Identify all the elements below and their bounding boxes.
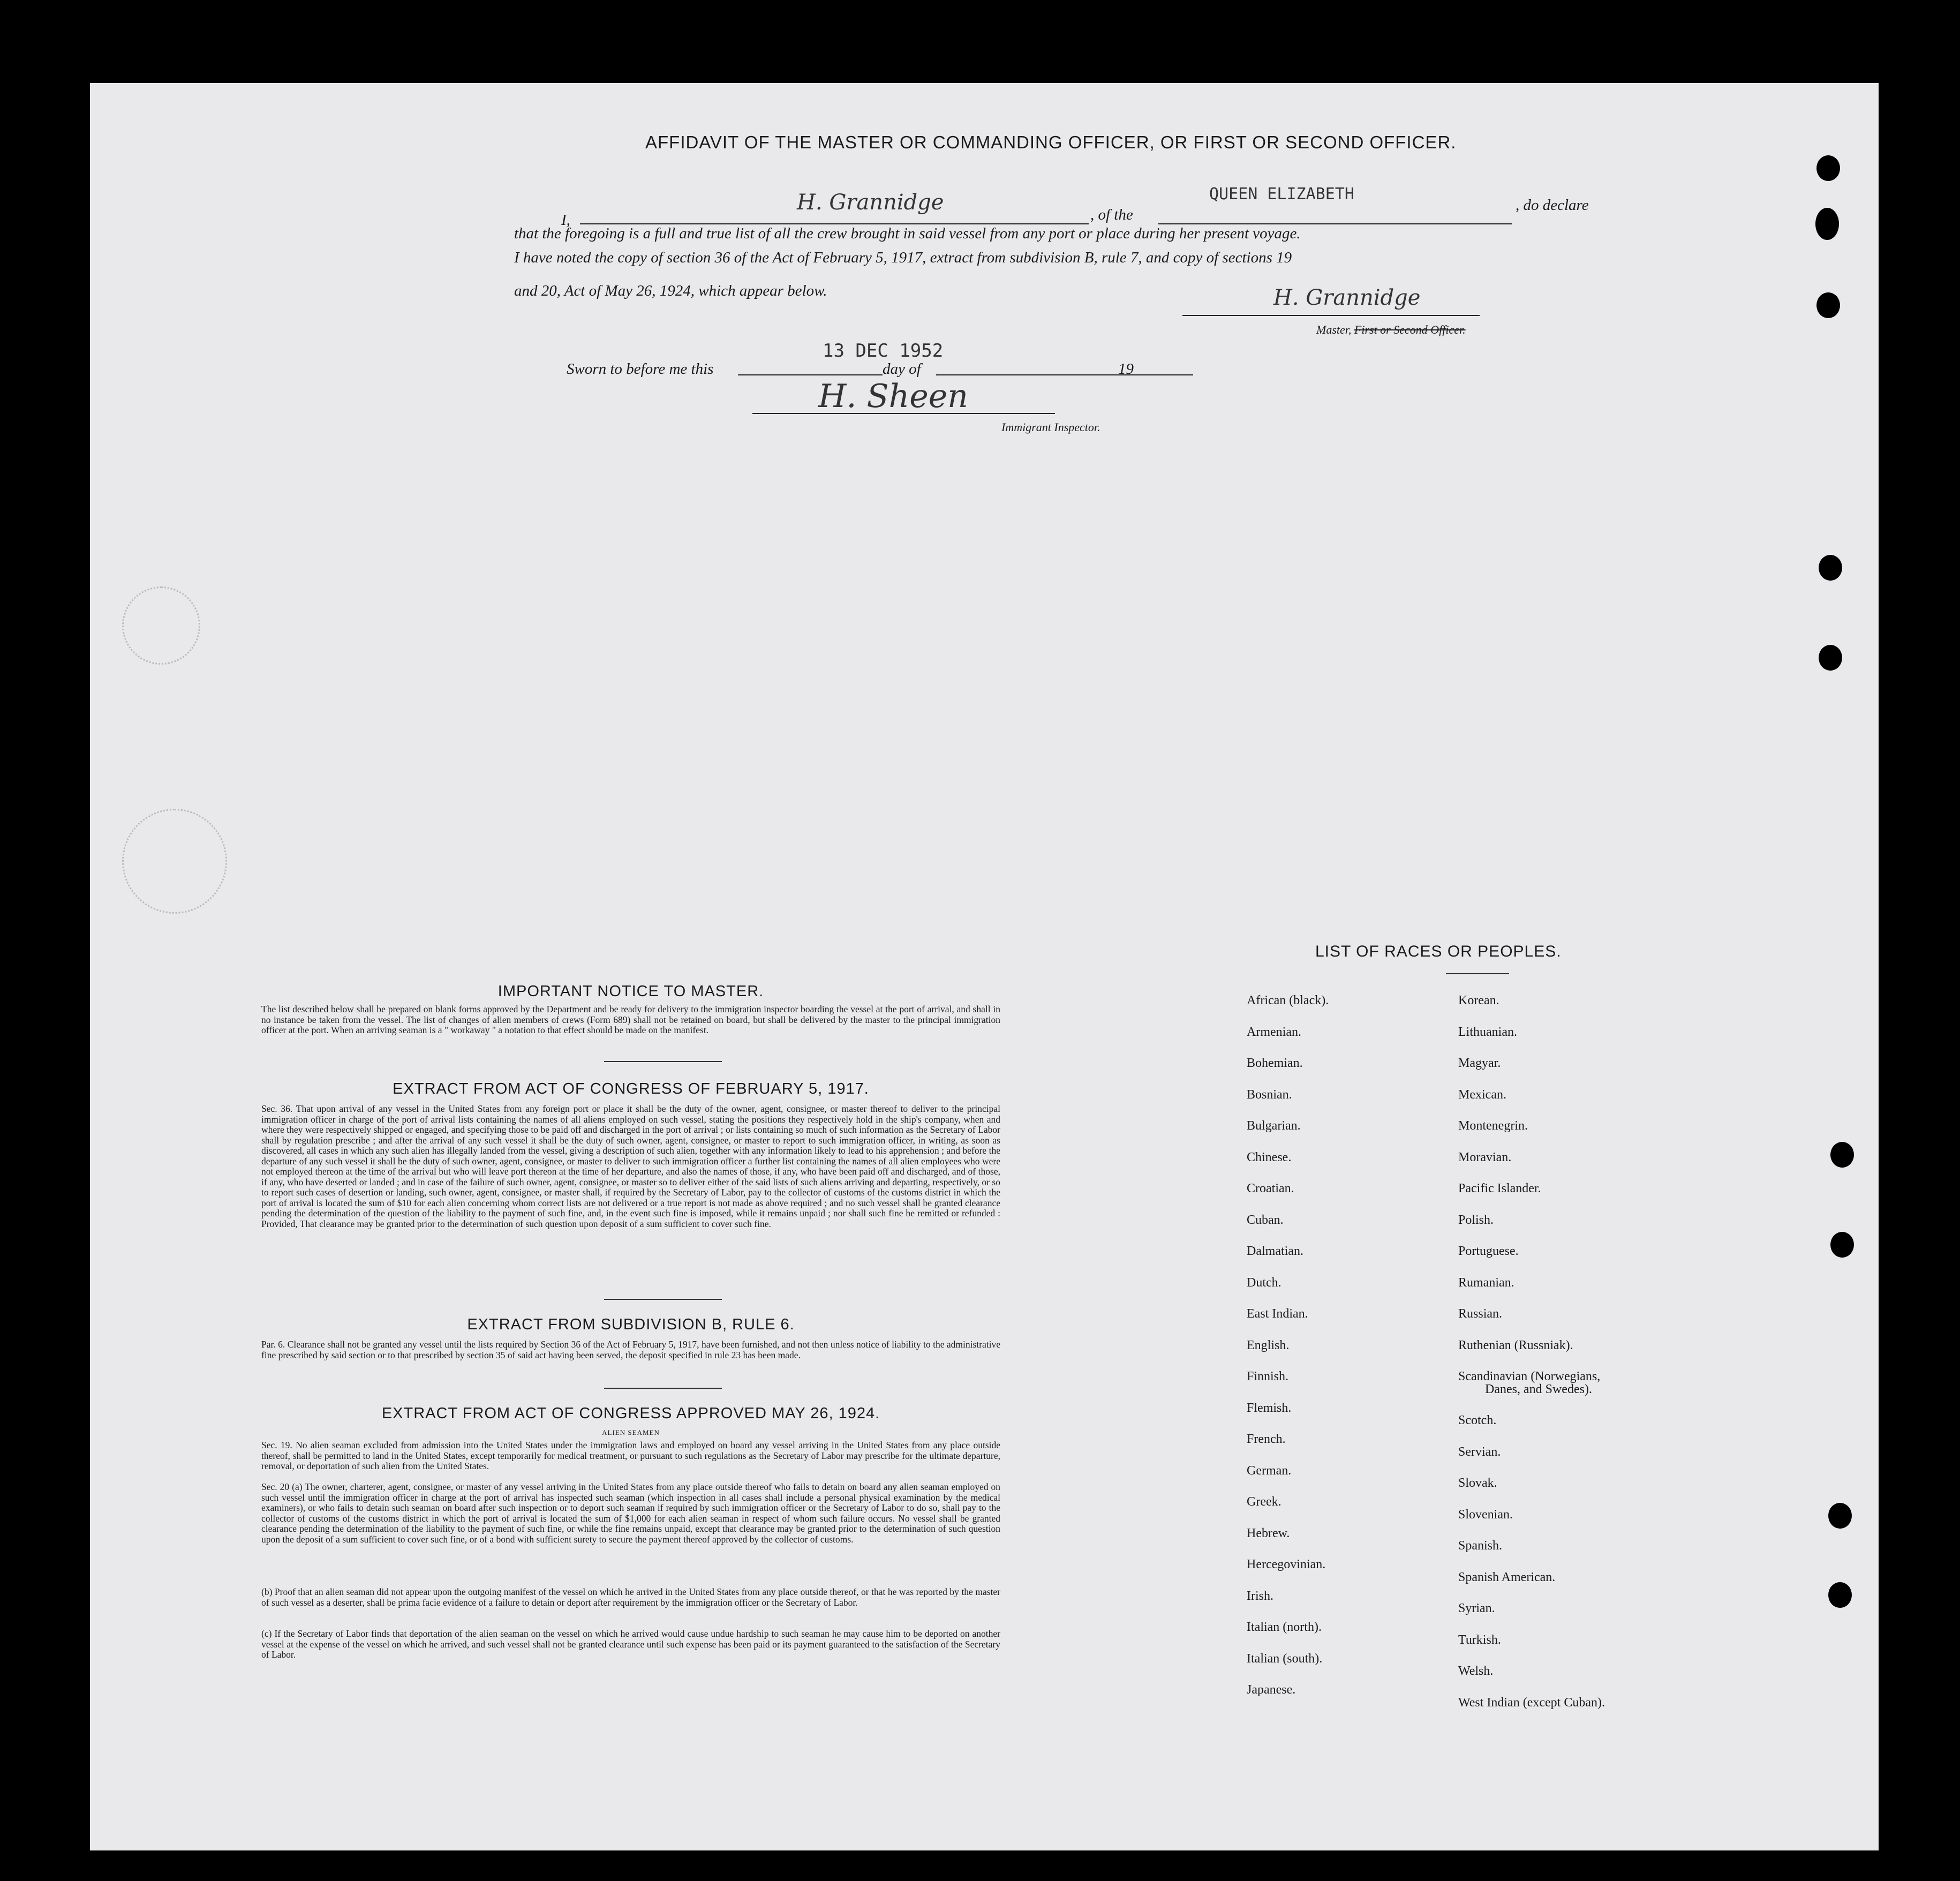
binder-hole <box>1816 155 1840 181</box>
race-item: Dutch. <box>1247 1275 1281 1290</box>
race-item: Ruthenian (Russniak). <box>1458 1338 1573 1352</box>
master-signature-line <box>1182 315 1480 316</box>
binder-hole <box>1828 1582 1852 1608</box>
binder-hole <box>1830 1232 1854 1258</box>
race-item: Slovenian. <box>1458 1507 1513 1522</box>
master-label: Master, <box>1316 323 1352 336</box>
binder-hole <box>1815 208 1839 240</box>
race-item: Italian (south). <box>1247 1651 1323 1666</box>
race-item: Pacific Islander. <box>1458 1182 1541 1195</box>
of-the-label: , of the <box>1090 206 1133 223</box>
race-item: Greek. <box>1247 1495 1281 1509</box>
races-title-underline <box>1446 973 1509 974</box>
vessel-name-stamp: QUEEN ELIZABETH <box>1209 185 1354 204</box>
race-item: Flemish. <box>1247 1401 1292 1415</box>
race-item: Cuban. <box>1247 1213 1284 1227</box>
extract-1924-sec20c: (c) If the Secretary of Labor finds that deportation of the alien seaman on the vessel on which he arrived would cause undue hardship to such seaman he may cause him to be deported on another vessel at the expense of the vessel on which he arrived, and such vessel shall not be granted clearance until such expense has been paid or its payment guaranteed to the satisfaction of the Secretary of Labor. <box>261 1628 1000 1660</box>
inspector-signature-line <box>752 413 1055 414</box>
binder-hole <box>1816 292 1840 318</box>
race-item: Croatian. <box>1247 1182 1294 1195</box>
sworn-day-line <box>738 374 883 375</box>
master-signature: H. Grannidge <box>1273 285 1421 310</box>
race-item: Korean. <box>1458 994 1499 1007</box>
race-item: Hercegovinian. <box>1247 1558 1326 1571</box>
sworn-label: Sworn to before me this <box>567 360 714 378</box>
race-item: Spanish American. <box>1458 1570 1556 1584</box>
race-item: Japanese. <box>1247 1683 1296 1697</box>
race-item: Hebrew. <box>1247 1526 1290 1540</box>
race-item: Bohemian. <box>1247 1056 1303 1070</box>
race-item: Turkish. <box>1458 1632 1501 1647</box>
extract-1924-sec20b: (b) Proof that an alien seaman did not appear upon the outgoing manifest of the vessel on which he arrived in the United States from any place outside thereof, or that he was reported by the master of such vessel as a deserter, shall be prima facie evidence of a failure to detain or deport after requirement by the immigration officer or the Secretary of Labor. <box>261 1586 1000 1608</box>
race-item: French. <box>1247 1432 1286 1446</box>
subdivision-b-text: Par. 6. Clearance shall not be granted any vessel until the lists required by Section 36 of the Act of February 5, 1917, have been furnished, and not then unless notice of liability to the administrative fine prescribed by said section or to that prescribed by section 35 of said act having been served, the deposit specified in rule 23 has been made. <box>261 1339 1000 1360</box>
inspector-label: Immigrant Inspector. <box>1001 420 1100 434</box>
binder-hole <box>1828 1503 1852 1529</box>
race-item: English. <box>1247 1338 1290 1352</box>
first-second-officer-struck: First or Second Officer. <box>1354 323 1466 336</box>
day-of-label: day of <box>883 360 921 378</box>
race-item: Spanish. <box>1458 1539 1503 1553</box>
race-item: Russian. <box>1458 1307 1503 1321</box>
extract-1917-title: EXTRACT FROM ACT OF CONGRESS OF FEBRUARY 5, 1917. <box>393 1080 869 1097</box>
affidavit-body-line3: and 20, Act of May 26, 1924, which appear below. <box>514 282 827 299</box>
notice-title: IMPORTANT NOTICE TO MASTER. <box>497 983 764 1000</box>
race-item: Scandinavian (Norwegians, <box>1458 1370 1601 1383</box>
race-item: Scotch. <box>1458 1413 1497 1427</box>
race-item: African (black). <box>1247 994 1329 1007</box>
divider-3 <box>604 1388 722 1389</box>
race-item: Irish. <box>1247 1589 1273 1603</box>
extract-1917-text: Sec. 36. That upon arrival of any vessel in the United States from any foreign port or place it shall be the duty of the owner, agent, consignee, or master thereof to deliver to the principal immigration officer in charge of the port of arrival lists containing the names of all aliens employed on such vessel, stating the positions they respectively hold in the ship's company, when and where they were respectively shipped or engaged, and specifying those to be paid off and discharged in the port of arrival ; or lists containing so much of such information as the Secretary of Labor shall by regulation prescribe ; and after the arrival of any such vessel it shall be the duty of such owner, agent, consignee, or master to report to such immigration officer, in writing, as soon as discovered, all cases in which any such alien has illegally landed from the vessel, giving a description of such alien, together with any information likely to lead to his apprehension ; and before the departure of any such vessel it shall be the duty of such owner, agent, consignee, or master to deliver to such immigration officer a further list containing the names of all alien employees who were not employed thereon at the time of the arrival but who will leave port thereon at the time of her departure, and also the names of those, if any, who have been paid off and discharged, and of those, if any, who have deserted or landed ; and in case of the failure of such owner, agent, consignee, or master so to deliver either of the said lists of such aliens arriving and departing, respectively, or so to report such cases of desertion or landing, such owner, agent, consignee, or master shall, if required by the Secretary of Labor, pay to the collector of customs of the customs district in which the port of arrival is located the sum of $10 for each alien concerning whom correct lists are not delivered or a true report is not made as above required ; and no such vessel shall be granted clearance pending the determination of the question of the liability to the payment of such fine, and, in the event such fine is imposed, while it remains unpaid ; nor shall such fine be remitted or refunded : Provided, That clearance may be granted prior to the determination of such question upon deposit of a sum sufficient to cover such fine. <box>261 1103 1000 1229</box>
divider-2 <box>604 1299 722 1300</box>
race-item: Slovak. <box>1458 1476 1497 1490</box>
document-sheet <box>90 83 1879 1850</box>
master-name-signature: H. Grannidge <box>797 190 944 215</box>
sworn-date-stamp: 13 DEC 1952 <box>823 340 944 362</box>
extract-1924-sec20a: Sec. 20 (a) The owner, charterer, agent, consignee, or master of any vessel arriving in the United States from any place outside thereof who fails to detain on board any alien seaman employed on such vessel until the immigration officer in charge at the port of arrival has inspected such seaman (which inspection in all cases shall include a personal physical examination by the medical examiners), or who fails to detain such seaman on board after such inspection or to deport such seaman if required by such immigration officer or the Secretary of Labor to do so, shall pay to the collector of customs of the customs district in which the port of arrival is located the sum of $1,000 for each alien seaman in respect of whom such failure occurs. No vessel shall be granted clearance pending the determination of the liability to the payment of such fine, or while the fine remains unpaid, except that clearance may be granted prior to the determination of such question upon the deposit of a sum sufficient to cover such fine, or of a bond with sufficient surety to secure the payment thereof approved by the collector of customs. <box>261 1481 1000 1545</box>
race-item: Polish. <box>1458 1213 1494 1227</box>
race-item: Moravian. <box>1458 1150 1512 1164</box>
declare-label: , do declare <box>1516 197 1589 214</box>
i-label: I, <box>561 212 570 229</box>
affidavit-body-line1: that the foregoing is a full and true list of all the crew brought in said vessel from any port or place during her present voyage. <box>514 225 1301 242</box>
binder-hole <box>1830 1142 1854 1168</box>
race-item: Servian. <box>1458 1444 1501 1459</box>
race-item: West Indian (except Cuban). <box>1458 1695 1605 1710</box>
binder-hole <box>1819 645 1842 671</box>
race-item: Magyar. <box>1458 1056 1501 1070</box>
divider-1 <box>604 1061 722 1062</box>
affidavit-title: AFFIDAVIT OF THE MASTER OR COMMANDING OFFICER, OR FIRST OR SECOND OFFICER. <box>645 132 1457 152</box>
race-item: Armenian. <box>1247 1025 1301 1039</box>
master-title <box>1316 323 1466 337</box>
race-item: Finnish. <box>1247 1370 1289 1383</box>
faint-seal-lower <box>122 809 227 914</box>
name-line <box>580 223 1089 224</box>
notice-text: The list described below shall be prepared on blank forms approved by the Department and be ready for delivery to the immigration inspector boarding the vessel at the port of arrival, and shall in no instance be taken from the vessel. The list of changes of alien members of crews (Form 689) shall not be retained on board, but shall be delivered by the master to the principal immigration officer at the port. When an arriving seaman is a " workaway " a notation to that effect should be made on the manifest. <box>261 1004 1000 1035</box>
race-item: Syrian. <box>1458 1601 1495 1615</box>
race-item: Bosnian. <box>1247 1087 1292 1102</box>
subdivision-b-title: EXTRACT FROM SUBDIVISION B, RULE 6. <box>467 1316 795 1333</box>
extract-1924-sec19: Sec. 19. No alien seaman excluded from admission into the United States under the immigration laws and employed on board any vessel arriving in the United States from any place outside thereof, shall be permitted to land in the United States, except temporarily for medical treatment, or pursuant to such regulations as the Secretary of Labor may prescribe for the ultimate departure, removal, or deportation of such alien from the United States. <box>261 1440 1000 1471</box>
race-item: Mexican. <box>1458 1087 1506 1102</box>
vessel-line <box>1158 223 1512 224</box>
race-item: Chinese. <box>1247 1150 1292 1164</box>
affidavit-body-line2: I have noted the copy of section 36 of the Act of February 5, 1917, extract from subdivision B, rule 7, and copy of sections 19 <box>514 249 1292 266</box>
race-item: Welsh. <box>1458 1664 1494 1678</box>
binder-hole <box>1819 555 1842 581</box>
year-label: 19 <box>1118 360 1134 378</box>
inspector-signature: H. Sheen <box>818 378 968 415</box>
sworn-month-line <box>936 374 1193 375</box>
race-item: Dalmatian. <box>1247 1244 1303 1258</box>
races-title: LIST OF RACES OR PEOPLES. <box>1315 943 1562 960</box>
race-item: Danes, and Swedes). <box>1485 1382 1592 1396</box>
alien-seamen-subtitle: ALIEN SEAMEN <box>602 1428 660 1436</box>
race-item: Lithuanian. <box>1458 1025 1517 1039</box>
race-item: German. <box>1247 1463 1292 1478</box>
race-item: East Indian. <box>1247 1307 1308 1321</box>
race-item: Portuguese. <box>1458 1244 1519 1258</box>
race-item: Italian (north). <box>1247 1620 1322 1634</box>
race-item: Montenegrin. <box>1458 1119 1528 1133</box>
race-item: Rumanian. <box>1458 1275 1514 1290</box>
extract-1924-title: EXTRACT FROM ACT OF CONGRESS APPROVED MAY 26, 1924. <box>381 1405 880 1422</box>
faint-seal-upper <box>122 586 200 665</box>
race-item: Bulgarian. <box>1247 1119 1301 1133</box>
